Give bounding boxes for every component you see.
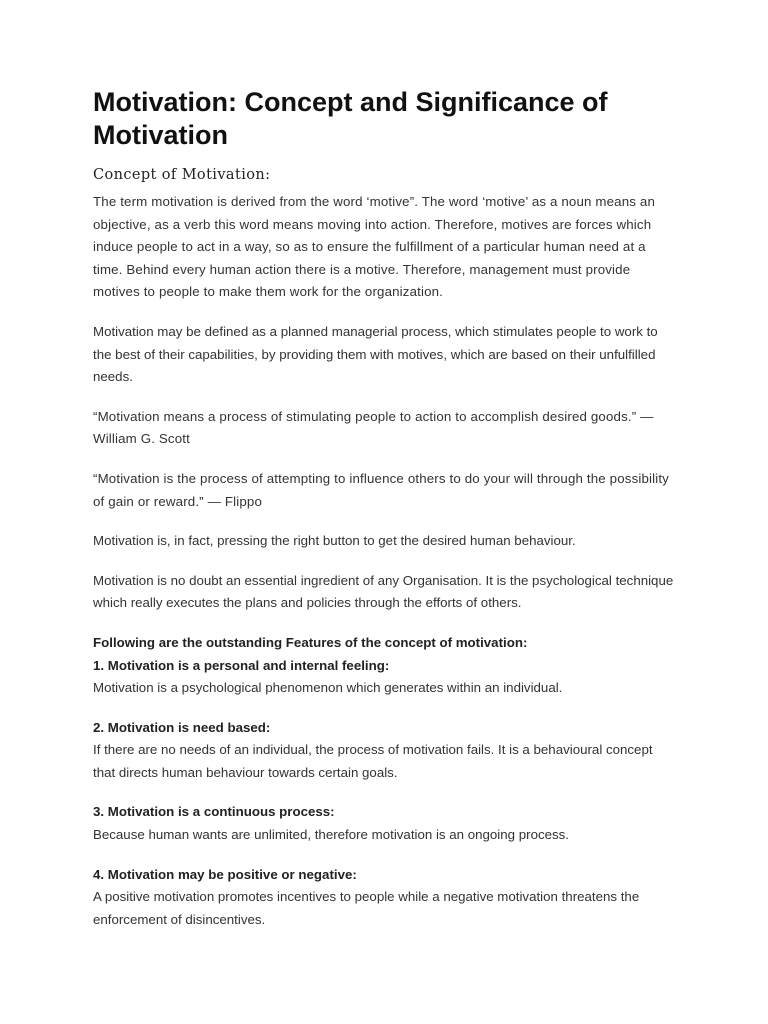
- feature-heading: 4. Motivation may be positive or negative:: [93, 866, 357, 882]
- paragraph-essential-ingredient: Motivation is no doubt an essential ingredient of any Organisation. It is the psychological technique which really executes the plans and policies through the efforts of others.: [93, 572, 674, 611]
- feature-heading: 2. Motivation is need based:: [93, 719, 271, 735]
- paragraph-definition: The term motivation is derived from the word ‘motive”. The word ‘motive’ as a noun means an objective, as a verb this word means moving into action. Therefore, motives are forces which induce people to act in a way, so as to ensure the fulfillment of a particular human need at a time. Behind every human action there is a motive. Therefore, management must provide motives to people to make them work for the organization.: [93, 194, 656, 300]
- paragraph-right-button: Motivation is, in fact, pressing the right button to get the desired human behaviour.: [93, 533, 576, 549]
- quote-scott: “Motivation means a process of stimulating people to action to accomplish desired goods.” — William G. Scott: [93, 408, 654, 447]
- feature-heading: 1. Motivation is a personal and internal feeling:: [93, 657, 390, 673]
- paragraph-managerial-process: Motivation may be defined as a planned managerial process, which stimulates people to work to the best of their capabilities, by providing them with motives, which are based on their unfulfilled needs.: [93, 323, 658, 385]
- document-page: [93, 86, 678, 931]
- feature-text: If there are no needs of an individual, the process of motivation fails. It is a behavioural concept that directs human behaviour towards certain goals.: [93, 742, 653, 780]
- section-heading: Concept of Motivation:: [93, 167, 271, 183]
- page-title: Motivation: Concept and Significance of Motivation: [93, 87, 608, 150]
- quote-flippo: “Motivation is the process of attempting to influence others to do your will through the possibility of gain or reward.” — Flippo: [93, 470, 669, 509]
- features-intro: Following are the outstanding Features of the concept of motivation:: [93, 634, 528, 650]
- feature-heading: 3. Motivation is a continuous process:: [93, 804, 335, 820]
- feature-text: A positive motivation promotes incentives to people while a negative motivation threatens the enforcement of disincentives.: [93, 889, 640, 927]
- feature-text: Because human wants are unlimited, therefore motivation is an ongoing process.: [93, 827, 570, 843]
- feature-text: Motivation is a psychological phenomenon which generates within an individual.: [93, 680, 563, 696]
